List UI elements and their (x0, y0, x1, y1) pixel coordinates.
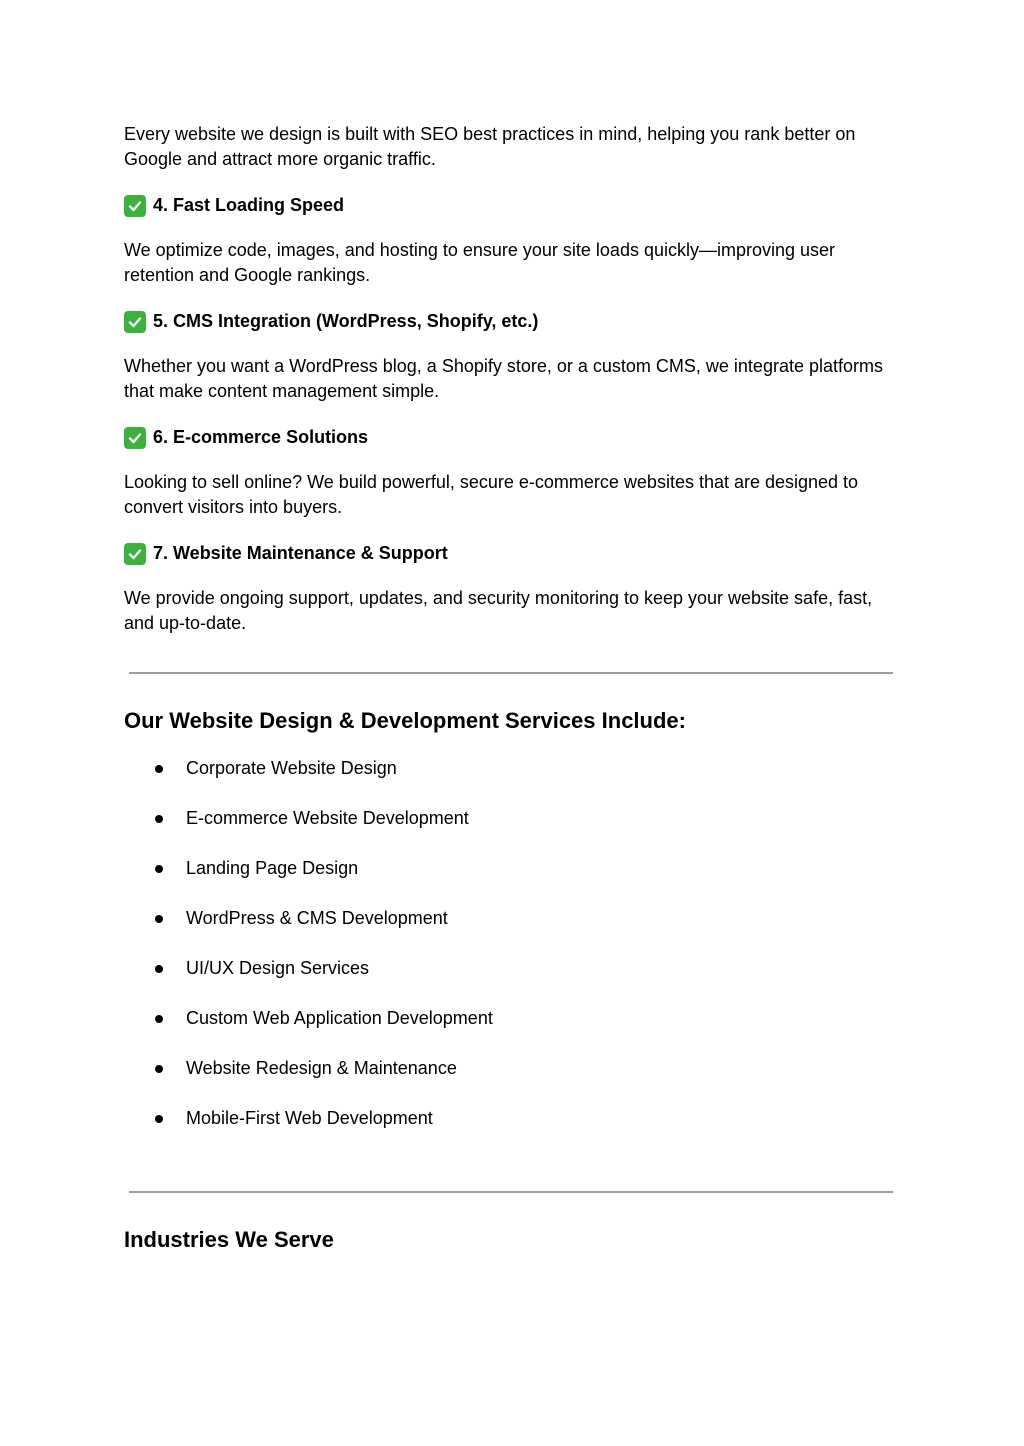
feature-heading (124, 425, 896, 450)
list-item-label: Mobile-First Web Development (186, 1108, 433, 1128)
feature-title: 7. Website Maintenance & Support (153, 543, 448, 563)
list-item-label: Corporate Website Design (186, 758, 397, 778)
feature-description: We optimize code, images, and hosting to ensure your site loads quickly—improving user retention and Google rankings. (124, 240, 836, 285)
bullet-icon (155, 965, 163, 973)
list-item (124, 1006, 896, 1056)
feature-description: Whether you want a WordPress blog, a Shopify store, or a custom CMS, we integrate platforms that make content management simple. (124, 356, 883, 401)
list-item-label: Custom Web Application Development (186, 1008, 493, 1028)
list-item-label: UI/UX Design Services (186, 958, 370, 978)
check-mark-icon (124, 427, 146, 449)
list-item (124, 756, 896, 806)
check-mark-icon (124, 195, 146, 217)
feature-description: We provide ongoing support, updates, and security monitoring to keep your website safe, fast, and up-to-date. (124, 588, 873, 633)
check-mark-icon (124, 543, 146, 565)
bullet-icon (155, 1115, 163, 1123)
feature-title: 5. CMS Integration (WordPress, Shopify, etc.) (153, 311, 539, 331)
bullet-icon (155, 915, 163, 923)
horizontal-divider (129, 1191, 893, 1193)
bullet-icon (155, 865, 163, 873)
list-item (124, 1056, 896, 1106)
feature-title: 6. E-commerce Solutions (153, 427, 369, 447)
industries-section-title: Industries We Serve (124, 1227, 334, 1252)
bullet-icon (155, 1065, 163, 1073)
list-item (124, 806, 896, 856)
list-item (124, 956, 896, 1006)
feature-title: 4. Fast Loading Speed (153, 195, 345, 215)
list-item (124, 856, 896, 906)
list-item-label: WordPress & CMS Development (186, 908, 448, 928)
list-item-label: E-commerce Website Development (186, 808, 469, 828)
feature-description: Looking to sell online? We build powerful, secure e-commerce websites that are designed to convert visitors into buyers. (124, 472, 859, 517)
horizontal-divider (129, 672, 893, 674)
list-item (124, 1106, 896, 1156)
feature-heading (124, 309, 896, 334)
intro-paragraph: Every website we design is built with SEO best practices in mind, helping you rank better on Google and attract more organic traffic. (124, 124, 856, 169)
bullet-icon (155, 1015, 163, 1023)
check-mark-icon (124, 311, 146, 333)
feature-heading (124, 541, 896, 566)
services-section-title: Our Website Design & Development Services Include: (124, 708, 686, 733)
list-item-label: Website Redesign & Maintenance (186, 1058, 457, 1078)
bullet-icon (155, 765, 163, 773)
feature-heading (124, 193, 896, 218)
list-item (124, 906, 896, 956)
list-item-label: Landing Page Design (186, 858, 359, 878)
bullet-icon (155, 815, 163, 823)
services-list (124, 756, 896, 1156)
